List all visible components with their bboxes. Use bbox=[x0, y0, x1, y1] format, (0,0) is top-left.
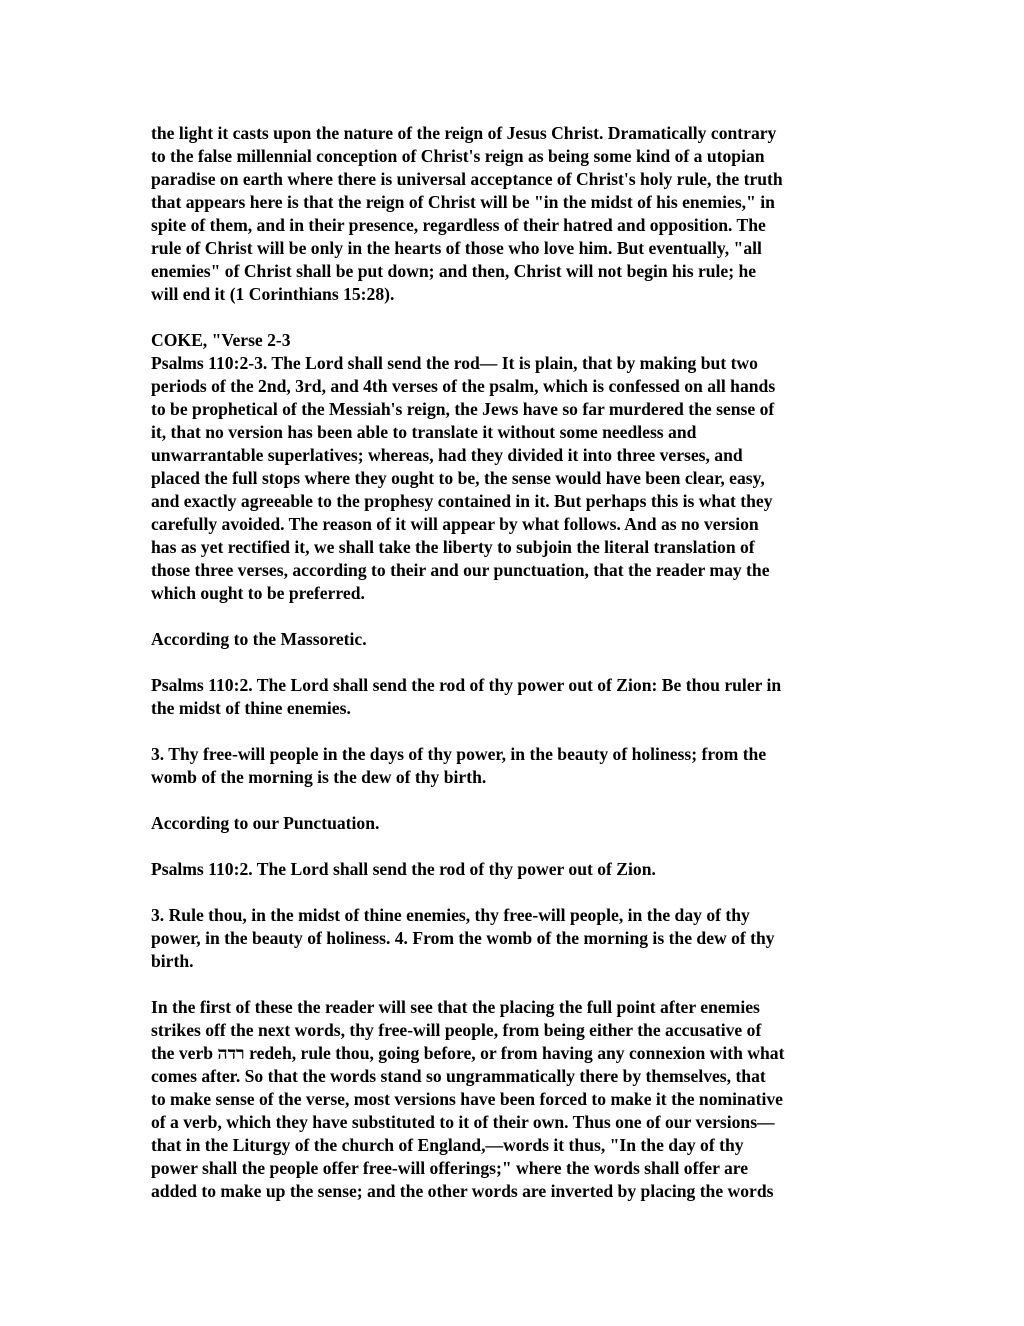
text-line: rule of Christ will be only in the hearts of those who love him. But eventually, "all bbox=[151, 238, 762, 258]
paragraph-massoretic-heading bbox=[151, 628, 886, 651]
text-line: to the false millennial conception of Christ's reign as being some kind of a utopian bbox=[151, 146, 765, 166]
text-line: womb of the morning is the dew of thy birth. bbox=[151, 767, 487, 787]
paragraph-massoretic-verse-3 bbox=[151, 743, 886, 789]
text-line: spite of them, and in their presence, regardless of their hatred and opposition. The bbox=[151, 215, 766, 235]
text-line: Psalms 110:2. The Lord shall send the rod of thy power out of Zion. bbox=[151, 859, 656, 879]
text-line: periods of the 2nd, 3rd, and 4th verses of the psalm, which is confessed on all hands bbox=[151, 376, 776, 396]
text-line: power, in the beauty of holiness. 4. From the womb of the morning is the dew of thy bbox=[151, 928, 775, 948]
text-line: of a verb, which they have substituted to it of their own. Thus one of our versions— bbox=[151, 1112, 775, 1132]
paragraph-punctuation-heading bbox=[151, 812, 886, 835]
text-line: that in the Liturgy of the church of England,—words it thus, "In the day of thy bbox=[151, 1135, 744, 1155]
text-line: which ought to be preferred. bbox=[151, 583, 365, 603]
text-line: power shall the people offer free-will offerings;" where the words shall offer are bbox=[151, 1158, 749, 1178]
text-line: the light it casts upon the nature of the reign of Jesus Christ. Dramatically contrary bbox=[151, 123, 777, 143]
text-line: and exactly agreeable to the prophesy contained in it. But perhaps this is what they bbox=[151, 491, 773, 511]
text-line: paradise on earth where there is universal acceptance of Christ's holy rule, the truth bbox=[151, 169, 783, 189]
text-line: has as yet rectified it, we shall take the liberty to subjoin the literal translation of bbox=[151, 537, 755, 557]
text-line: In the first of these the reader will see that the placing the full point after enemies bbox=[151, 997, 760, 1017]
paragraph-punctuation-verse-3 bbox=[151, 904, 886, 973]
subheading: According to our Punctuation. bbox=[151, 813, 380, 833]
paragraph-punctuation-verse-2 bbox=[151, 858, 886, 881]
paragraph-massoretic-verse-2 bbox=[151, 674, 886, 720]
text-line: to make sense of the verse, most versions have been forced to make it the nominative bbox=[151, 1089, 783, 1109]
text-line: that appears here is that the reign of Christ will be "in the midst of his enemies," in bbox=[151, 192, 775, 212]
text-line: the verb רדה redeh, rule thou, going before, or from having any connexion with what bbox=[151, 1043, 785, 1063]
section-heading: COKE, "Verse 2-3 bbox=[151, 330, 291, 350]
text-line: enemies" of Christ shall be put down; and then, Christ will not begin his rule; he bbox=[151, 261, 757, 281]
text-line: Psalms 110:2-3. The Lord shall send the rod— It is plain, that by making but two bbox=[151, 353, 758, 373]
text-line: added to make up the sense; and the other words are inverted by placing the words bbox=[151, 1181, 774, 1201]
text-line: 3. Thy free-will people in the days of thy power, in the beauty of holiness; from the bbox=[151, 744, 767, 764]
text-line: unwarrantable superlatives; whereas, had they divided it into three verses, and bbox=[151, 445, 743, 465]
text-line: Psalms 110:2. The Lord shall send the rod of thy power out of Zion: Be thou ruler in bbox=[151, 675, 782, 695]
text-line: those three verses, according to their and our punctuation, that the reader may the bbox=[151, 560, 770, 580]
document-page bbox=[151, 122, 886, 1226]
subheading: According to the Massoretic. bbox=[151, 629, 367, 649]
text-line: strikes off the next words, thy free-will people, from being either the accusative of bbox=[151, 1020, 762, 1040]
text-line: 3. Rule thou, in the midst of thine enemies, thy free-will people, in the day of thy bbox=[151, 905, 750, 925]
paragraph-analysis bbox=[151, 996, 886, 1203]
text-line: birth. bbox=[151, 951, 194, 971]
text-line: placed the full stops where they ought to be, the sense would have been clear, easy, bbox=[151, 468, 765, 488]
paragraph-reign-of-christ bbox=[151, 122, 886, 306]
text-line: comes after. So that the words stand so ungrammatically there by themselves, that bbox=[151, 1066, 766, 1086]
text-line: it, that no version has been able to translate it without some needless and bbox=[151, 422, 697, 442]
text-line: to be prophetical of the Messiah's reign, the Jews have so far murdered the sense of bbox=[151, 399, 775, 419]
paragraph-coke-commentary bbox=[151, 329, 886, 605]
text-line: carefully avoided. The reason of it will appear by what follows. And as no version bbox=[151, 514, 759, 534]
text-line: will end it (1 Corinthians 15:28). bbox=[151, 284, 395, 304]
text-line: the midst of thine enemies. bbox=[151, 698, 351, 718]
